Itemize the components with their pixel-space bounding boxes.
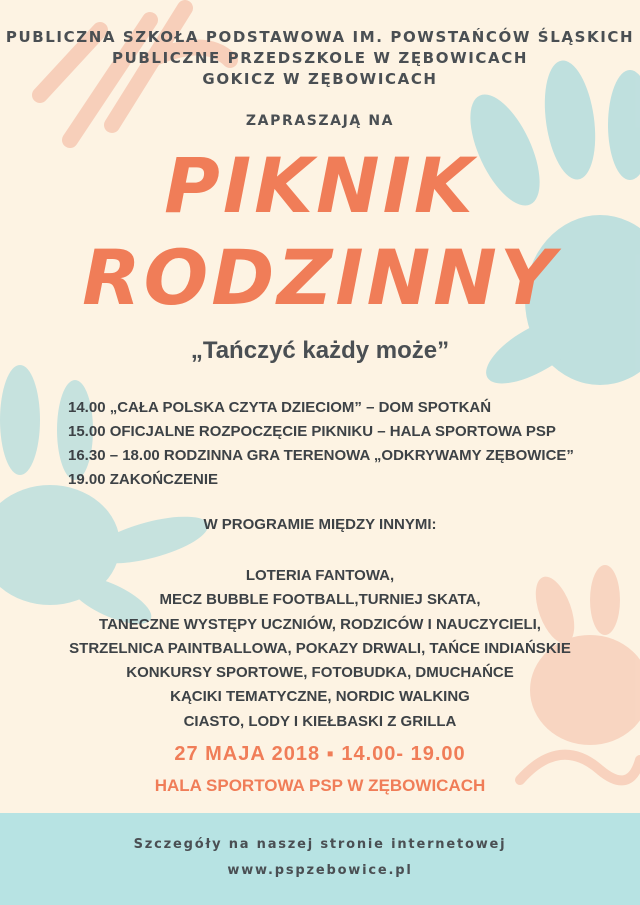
title-line-2: RODZINNY bbox=[82, 233, 558, 322]
invite-text: ZAPRASZAJĄ NA bbox=[245, 113, 395, 129]
program-item: CIASTO, LODY I KIEŁBASKI Z GRILLA bbox=[183, 712, 457, 730]
event-date: 27 MAJA 2018 ▪ 14.00- 19.00 bbox=[174, 743, 466, 765]
footer-band bbox=[0, 813, 640, 905]
website-link[interactable]: www.pspzebowice.pl bbox=[227, 863, 413, 878]
title-line-1: PIKNIK bbox=[164, 141, 476, 230]
organizer-line: PUBLICZNE PRZEDSZKOLE W ZĘBOWICACH bbox=[112, 49, 528, 67]
schedule-item: 15.00 OFICJALNE ROZPOCZĘCIE PIKNIKU – HALA SPORTOWA PSP bbox=[68, 423, 556, 440]
program-item: KĄCIKI TEMATYCZNE, NORDIC WALKING bbox=[170, 688, 470, 706]
organizer-line: PUBLICZNA SZKOŁA PODSTAWOWA IM. POWSTAŃCÓW ŚLĄSKICH bbox=[5, 28, 635, 46]
program-list bbox=[0, 564, 640, 734]
motto: „Tańczyć każdy może” bbox=[190, 337, 450, 364]
footer-info-text: Szczegóły na naszej stronie internetowej bbox=[133, 837, 507, 852]
program-heading: W PROGRAMIE MIĘDZY INNYMI: bbox=[203, 516, 437, 533]
program-item: TANECZNE WYSTĘPY UCZNIÓW, RODZICÓW I NAUCZYCIELI, bbox=[99, 615, 541, 633]
schedule-item: 14.00 „CAŁA POLSKA CZYTA DZIECIOM” – DOM SPOTKAŃ bbox=[68, 399, 492, 416]
program-item: LOTERIA FANTOWA, bbox=[245, 567, 395, 584]
organizer-line: GOKICZ W ZĘBOWICACH bbox=[202, 70, 438, 88]
program-item: MECZ BUBBLE FOOTBALL,TURNIEJ SKATA, bbox=[159, 591, 481, 609]
schedule-item: 19.00 ZAKOŃCZENIE bbox=[68, 471, 219, 488]
schedule-item: 16.30 – 18.00 RODZINNA GRA TERENOWA „ODKRYWAMY ZĘBOWICE” bbox=[68, 447, 574, 464]
organizers bbox=[0, 27, 640, 90]
program-item: KONKURSY SPORTOWE, FOTOBUDKA, DMUCHAŃCE bbox=[126, 664, 514, 682]
event-venue: HALA SPORTOWA PSP W ZĘBOWICACH bbox=[154, 776, 486, 795]
schedule-list bbox=[68, 396, 574, 492]
program-item: STRZELNICA PAINTBALLOWA, POKAZY DRWALI, TAŃCE INDIAŃSKIE bbox=[69, 639, 571, 657]
